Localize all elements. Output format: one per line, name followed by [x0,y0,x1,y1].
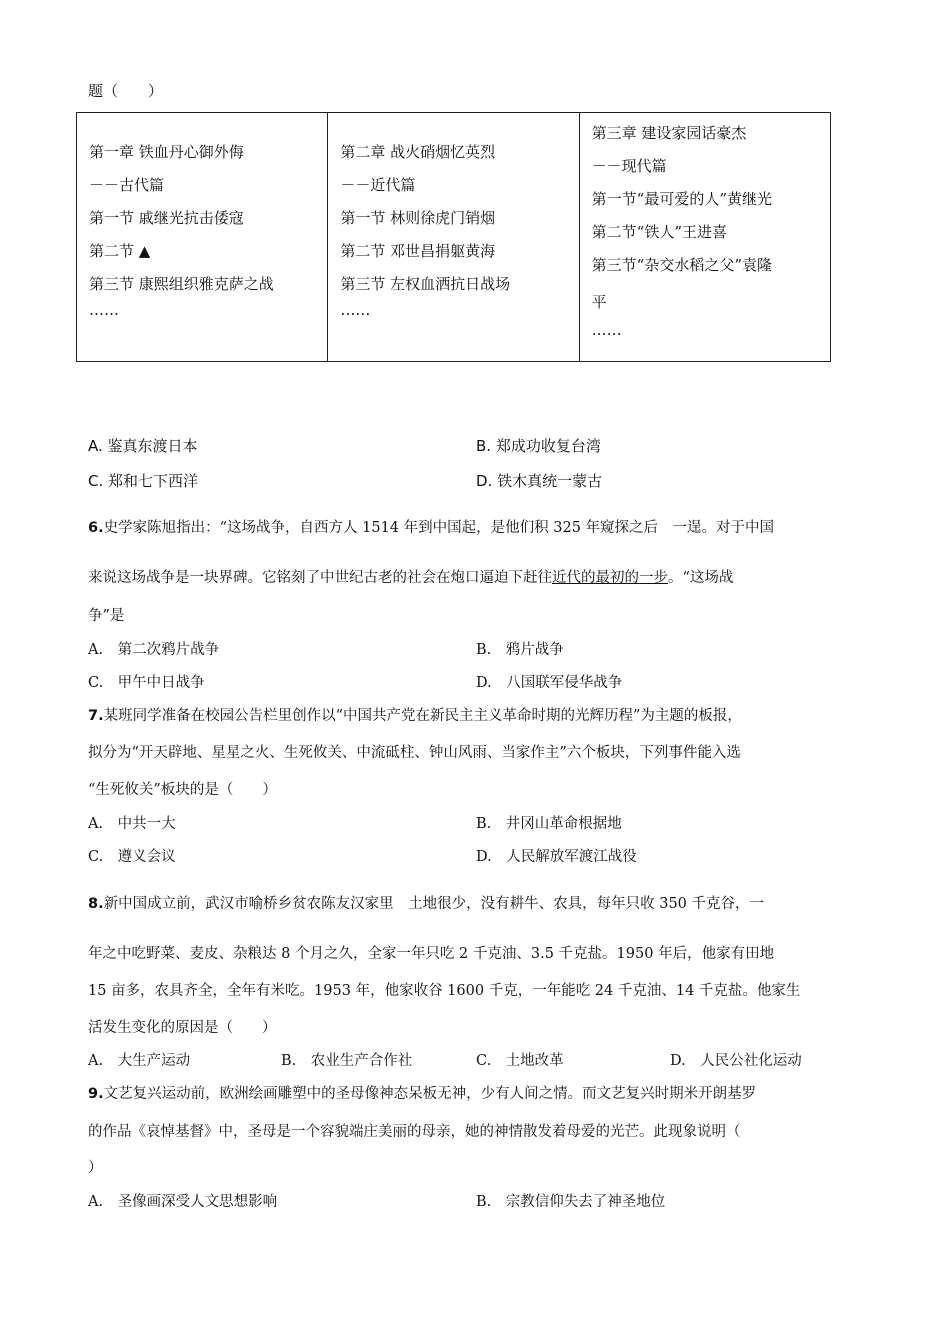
question-7-line: “生死攸关”板块的是（ ） [88,782,277,798]
cell-line: …… [89,301,119,319]
option-a: A. 鉴真东渡日本 [88,437,198,455]
option-b: B. 宗教信仰失去了神圣地位 [476,1194,666,1210]
cell-line: 第一节“最可爱的人”黄继光 [591,190,772,208]
option-c: C. 甲午中日战争 [88,675,205,691]
cell-line: 第二节“铁人”王进喜 [591,223,727,241]
question-8-line: 15 亩多，农具齐全，全年有米吃。1953 年，他家收谷 1600 千克，一年能吃 24 千克油、14 千克盐。他家生 [88,983,801,999]
question-9-line: 的作品《哀悼基督》中，圣母是一个容貌端庄美丽的母亲，她的神情散发着母爱的光芒。此现象说明（ [88,1124,741,1140]
cell-line: －－现代篇 [591,157,667,175]
question-6-line: 争”是 [88,608,125,624]
question-text: 。“这场战 [668,570,734,586]
question-text: 新中国成立前，武汉市喻桥乡贫农陈友汉家里 土地很少，没有耕牛、农具，每年只收 350 千克谷，一 [103,896,764,912]
table-cell-chapter-1 [77,113,328,362]
option-b: B. 井冈山革命根据地 [476,816,622,832]
option-c: C. 郑和七下西洋 [88,472,199,490]
question-8-line: 年之中吃野菜、麦皮、杂粮达 8 个月之久，全家一年只吃 2 千克油、3.5 千克盐。1950 年后，他家有田地 [88,946,775,962]
question-9-line: ） [88,1160,103,1176]
cell-line: 第一章 铁血丹心御外侮 [89,143,244,161]
underlined-phrase: 近代的最初的一步 [552,570,668,586]
cell-line: 第三节 康熙组织雅克萨之战 [89,275,274,293]
option-c: C. 土地改革 [476,1053,564,1069]
table-cell-chapter-2 [328,113,579,362]
option-a: A. 圣像画深受人文思想影响 [88,1194,278,1210]
option-d: D. 铁木真统一蒙古 [476,472,603,490]
cell-line: 第三节 左权血洒抗日战场 [340,275,511,293]
cell-line: …… [340,301,371,319]
chapter-table [76,112,831,362]
option-c: C. 遵义会议 [88,849,176,865]
question-number: 6. [88,520,104,536]
question-number: 9. [88,1086,104,1102]
option-a: A. 中共一大 [88,816,176,832]
table-cell-chapter-3 [579,113,830,362]
question-7-line: 拟分为“开天辟地、星星之火、生死攸关、中流砥柱、钟山风雨、当家作主”六个板块，下列事件能入选 [88,745,741,761]
cell-line: 第二章 战火硝烟忆英烈 [340,143,496,161]
option-a: A. 第二次鸦片战争 [88,642,220,658]
question-number: 8. [88,896,104,912]
option-d: D. 八国联军侵华战争 [476,675,623,691]
question-text: 史学家陈旭指出：“这场战争，自西方人 1514 年到中国起，是他们积 325 年窥探之后 一逞。对于中国 [103,520,775,536]
option-d: D. 人民解放军渡江战役 [476,849,637,865]
question-8-line: 活发生变化的原因是（ ） [88,1020,277,1036]
question-8-line [88,892,764,913]
question-number: 7. [88,708,104,724]
cell-line: …… [591,321,622,339]
option-d: D. 人民公社化运动 [670,1053,802,1069]
option-b: B. 郑成功收复台湾 [476,437,601,455]
cell-line: 第一节 林则徐虎门销烟 [340,209,496,227]
question-7-line [88,704,742,725]
cell-line: 第三章 建设家园话豪杰 [591,124,747,142]
option-b: B. 农业生产合作社 [281,1053,413,1069]
cell-line: 平 [591,293,607,311]
question-text: 文艺复兴运动前，欧洲绘画雕塑中的圣母像神态呆板无神，少有人间之情。而文艺复兴时期米开朗基罗 [103,1086,757,1102]
question-text: 来说这场战争是一块界碑。它铭刻了中世纪古老的社会在炮口逼迫下赶往 [88,570,552,586]
cell-line: 第二节 邓世昌捐躯黄海 [340,242,496,260]
question-6-line [88,516,774,537]
question-6-line [88,566,733,587]
question-text: 某班同学准备在校园公告栏里创作以“中国共产党在新民主主义革命时期的光辉历程”为主题的板报， [103,708,742,724]
option-a: A. 大生产运动 [88,1053,191,1069]
cell-line: －－古代篇 [89,176,165,194]
cell-line: 第二节 ▲ [89,242,151,260]
cell-line: 第三节“杂交水稻之父”袁隆 [591,256,772,274]
question-stem-fragment: 题（ ） [88,82,164,100]
option-b: B. 鸦片战争 [476,642,564,658]
question-9-line [88,1082,756,1103]
cell-line: 第一节 戚继光抗击倭寇 [89,209,244,227]
cell-line: －－近代篇 [340,176,416,194]
